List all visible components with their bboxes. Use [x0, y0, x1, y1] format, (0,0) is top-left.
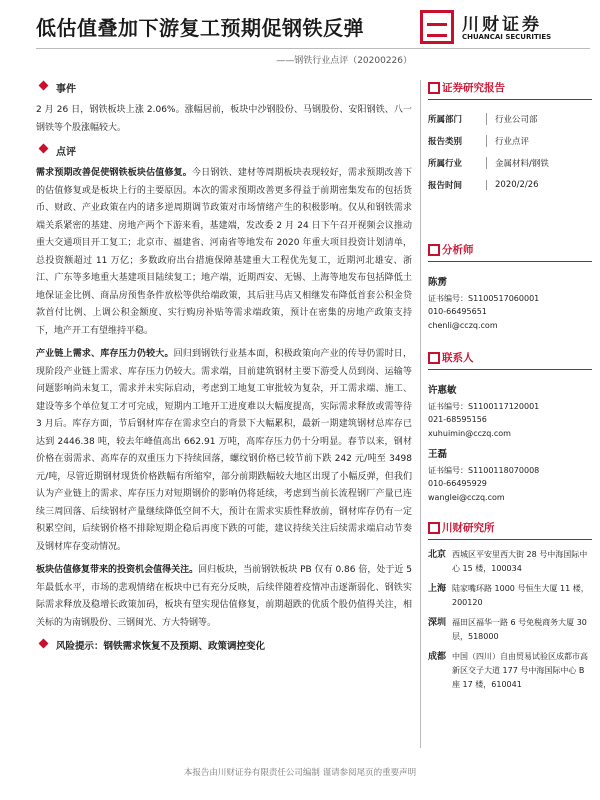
contact-cert: 证书编号：S1100117120001 — [428, 401, 540, 411]
report-title: 低估值叠加下游复工预期促钢铁反弹 — [36, 16, 364, 40]
office-address: 西城区平安里西大街 28 号中海国际中心 15 楼，100034 — [452, 550, 588, 573]
contact-phone: 010-66495929 — [428, 479, 487, 488]
office-item — [428, 582, 592, 610]
analyst-email[interactable]: chenli@cczq.com — [428, 320, 498, 330]
column-divider — [420, 80, 421, 748]
report-subtitle: ——钢铁行业点评（20200226） — [276, 56, 412, 66]
footer-disclaimer: 本报告由川财证券有限责任公司编制 谨请参阅尾页的重要声明 — [183, 768, 417, 778]
contact-phone: 021-68595156 — [428, 415, 487, 424]
office-city: 北京 — [428, 550, 447, 560]
contact-heading: 联系人 — [428, 350, 592, 370]
info-row — [428, 130, 592, 152]
header-divider — [36, 48, 590, 49]
logo-mark-icon — [420, 10, 454, 44]
analyst-heading: 分析师 — [428, 242, 592, 262]
office-item — [428, 548, 592, 576]
contact-name: 许惠敏 — [428, 385, 457, 396]
analyst-cert: 证书编号：S1100517060001 — [428, 293, 540, 303]
info-key: 所属行业 — [428, 159, 463, 169]
office-item — [428, 616, 592, 644]
contact-card — [428, 384, 592, 440]
event-heading: 事件 — [36, 80, 412, 95]
info-value: 金属材料/钢铁 — [486, 157, 549, 169]
analyst-phone: 010-66495651 — [428, 307, 487, 316]
office-address: 福田区福华一路 6 号免税商务大厦 30 层，518000 — [452, 618, 587, 641]
paragraph-inventory-lead: 产业链上需求、库存压力仍较大。 — [36, 349, 174, 359]
office-city: 成都 — [428, 652, 447, 662]
contact-card — [428, 448, 592, 504]
info-row — [428, 152, 592, 174]
logo-name-en: CHUANCAI SECURITIES — [462, 33, 552, 41]
info-key: 报告时间 — [428, 181, 463, 191]
office-item — [428, 650, 592, 692]
info-key: 所属部门 — [428, 115, 463, 125]
office-heading: 川财研究所 — [428, 520, 592, 540]
contact-email[interactable]: xuhuimin@cczq.com — [428, 428, 511, 438]
contact-cert: 证书编号：S1100118070008 — [428, 465, 540, 475]
info-value: 行业公司部 — [486, 113, 538, 125]
paragraph-demand-lead: 需求预期改善促使钢铁板块估值修复。 — [36, 168, 192, 178]
logo-name-cn: 川财证券 — [462, 15, 542, 35]
paragraph-inventory — [36, 346, 412, 556]
paragraph-demand-body: 今日钢铁、建材等周期板块表现较好，需求预期改善下的估值修复或是板块上行的主要原因。本次的需求预期改善更多得益于前期密集发布的包括货币、财政、产业政策在内的诸多逆周期调节政策对市场情绪产生的积极影响。仅从和钢铁需求端关系紧密的基建、房地产两个下游来看，基建端，发改委 2 月 24 日下午召开视频会议推动重大交通项目开工复工；北京市、福建省、河南省等地发布 2020 年重大项目投资计划清单，总投资额超过 11 万亿；多数政府出台措施保障基建重大工程优先复工，近期河北雄安、浙江、广东等多地重大基建项目陆续复工；地产端，近期西安、无锡、上海等地发布包括降低土地保证金比例、商品房预售条件放松等供给端政策，其后驻马店又相继发布降低首套公积金贷款首付比例、上调公积金额度、实行购房补贴等需求端政策，预计在密集的房地产政策支持下，地产开工有望维持平稳。 — [36, 168, 412, 336]
office-city: 深圳 — [428, 618, 447, 628]
report-info-heading: 证券研究报告 — [428, 80, 592, 100]
contact-email[interactable]: wanglei@cczq.com — [428, 492, 505, 502]
event-text: 2 月 26 日，钢铁板块上涨 2.06%。涨幅居前，板块中沙钢股份、马钢股份、安阳钢铁、八一钢铁等个股涨幅较大。 — [36, 105, 412, 133]
comment-heading: 点评 — [36, 143, 412, 158]
analyst-name: 陈雳 — [428, 277, 448, 288]
analyst-card — [428, 276, 592, 332]
info-value: 2020/2/26 — [486, 180, 539, 190]
info-row — [428, 108, 592, 130]
risk-warning: 风险提示：钢铁需求恢复不及预期、政策调控变化 — [36, 638, 412, 652]
paragraph-inventory-body: 回归到钢铁行业基本面，积极政策向产业的传导仍需时日，现阶段产业链上需求、库存压力仍较大。需求端，目前建筑钢材主要下游受人员到岗、运输等问题影响尚未复工，需求并未实际启动，考虑到工地复工审批较为复杂，开工需求端、施工、建设等多个单位复工才可完成，短期内工地开工进度难以大幅度提高，实际需求释放或需等待 3 月后。库存方面，节后钢材库存在需求空白的背景下大幅累积，最新一期建筑钢材总库存已达到 2446.38 吨，较去年峰值高出 662.91 万吨，高库存压力仍十分明显。春节以来，钢材价格在弱需求、高库存的双重压力下持续回落，螺纹钢价格已较节前下跌 242 元/吨至 3498 元/吨，尽管近期钢材现货价格跌幅有所缩窄，部分前期跌幅较大地区出现了小幅反弹，但我们认为产业链上的需求、库存压力对短期钢价的影响仍将延续，考虑到当前长流程钢厂产量已连续三周回落、后续钢材产量继续降低空间不大，预计在需求实质性释放前，钢材库存仍有一定积累空间，后续钢价格不排除短期企稳后再度下跌的可能，建议持续关注后续需求端启动节奏及钢材库存变动情况。 — [36, 349, 412, 552]
company-logo — [420, 8, 590, 48]
sidebar — [428, 80, 592, 698]
main-content — [36, 80, 412, 652]
paragraph-valuation-body: 回归板块，当前钢铁板块 PB 仅有 0.86 倍，处于近 5 年最低水平，市场的悲观情绪在板块中已有充分反映，后续伴随着疫情冲击逐渐弱化、钢铁实际需求释放及稳增长政策加码，板块有望实现估值修复，前期超跌的优质个股仍值得关注，相关标的为南钢股份、三钢闽光、方大特钢等。 — [36, 565, 412, 628]
paragraph-valuation-lead: 板块估值修复带来的投资机会值得关注。 — [36, 565, 199, 575]
office-address: 中国（四川）自由贸易试验区成都市高新区交子大道 177 号中海国际中心 B 座 17 楼，610041 — [452, 652, 588, 689]
office-city: 上海 — [428, 584, 447, 594]
paragraph-demand — [36, 165, 412, 340]
info-key: 报告类别 — [428, 137, 463, 147]
contact-name: 王磊 — [428, 449, 448, 460]
paragraph-valuation — [36, 562, 412, 632]
office-address: 陆家嘴环路 1000 号恒生大厦 11 楼，200120 — [452, 584, 589, 607]
info-value: 行业点评 — [486, 135, 529, 147]
info-row — [428, 174, 592, 196]
